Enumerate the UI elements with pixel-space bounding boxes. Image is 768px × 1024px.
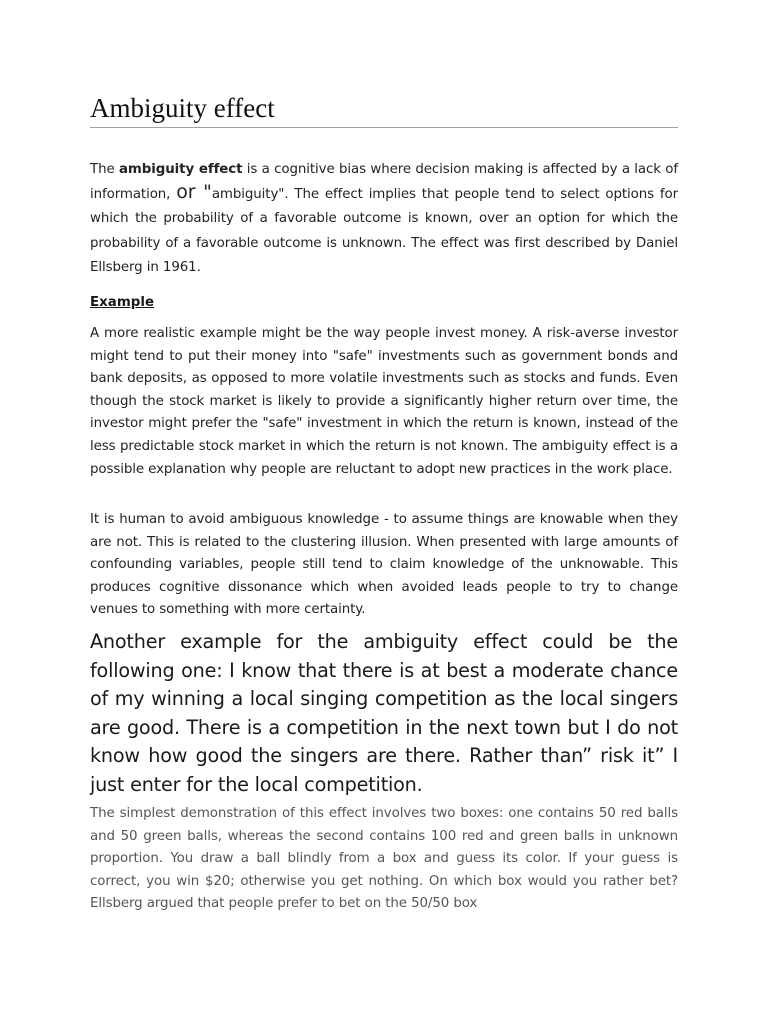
intro-text-3: or " (176, 180, 212, 203)
example-heading: Example (90, 295, 155, 310)
example-paragraph-2: It is human to avoid ambiguous knowledge - to assume things are knowable when they are not. This is related to the clustering illusion. When presented with large amounts of confounding variables, people still tend to claim knowledge of the unknowable. This produces cognitive dissonance which when avoided leads people to try to change venues to something with more certainty. (90, 512, 678, 618)
boxes-demonstration-paragraph: The simplest demonstration of this effect involves two boxes: one contains 50 red balls and 50 green balls, whereas the second contains 100 red and green balls in unknown proportion. You draw a ball blindly from a box and guess its color. If your guess is correct, you win $20; otherwise you get nothing. On which box would you rather bet? Ellsberg argued that people prefer to bet on the 50/50 box (90, 806, 678, 912)
page-title: Ambiguity effect (90, 92, 678, 128)
intro-paragraph (90, 158, 678, 281)
intro-text-4: ambiguity". The effect implies that people tend to select options for which the probability of a favorable outcome is known, over an option for which the probability of a favorable outcome is unknown. The effect was first described by Daniel Ellsberg in 1961. (90, 186, 679, 276)
example-paragraph-1: A more realistic example might be the way people invest money. A risk-averse investor might tend to put their money into "safe" investments such as government bonds and bank deposits, as opposed to more volatile investments such as stocks and funds. Even though the stock market is likely to provide a significantly higher return over time, the investor might prefer the "safe" investment in which the return is known, instead of the less predictable stock market in which the return is not known. The ambiguity effect is a possible explanation why people are reluctant to adopt new practices in the work place. (90, 326, 678, 477)
large-example-paragraph: Another example for the ambiguity effect could be the following one: I know that there is at best a moderate chance of my winning a local singing competition as the local singers are good. There is a competition in the next town but I do not know how good the singers are there. Rather than” risk it” I just enter for the local competition. (90, 630, 678, 796)
intro-text-2: is a cognitive bias where decision making is affected by a lack of information, (90, 162, 679, 202)
intro-text-1: The (90, 162, 119, 177)
intro-term: ambiguity effect (118, 162, 243, 177)
